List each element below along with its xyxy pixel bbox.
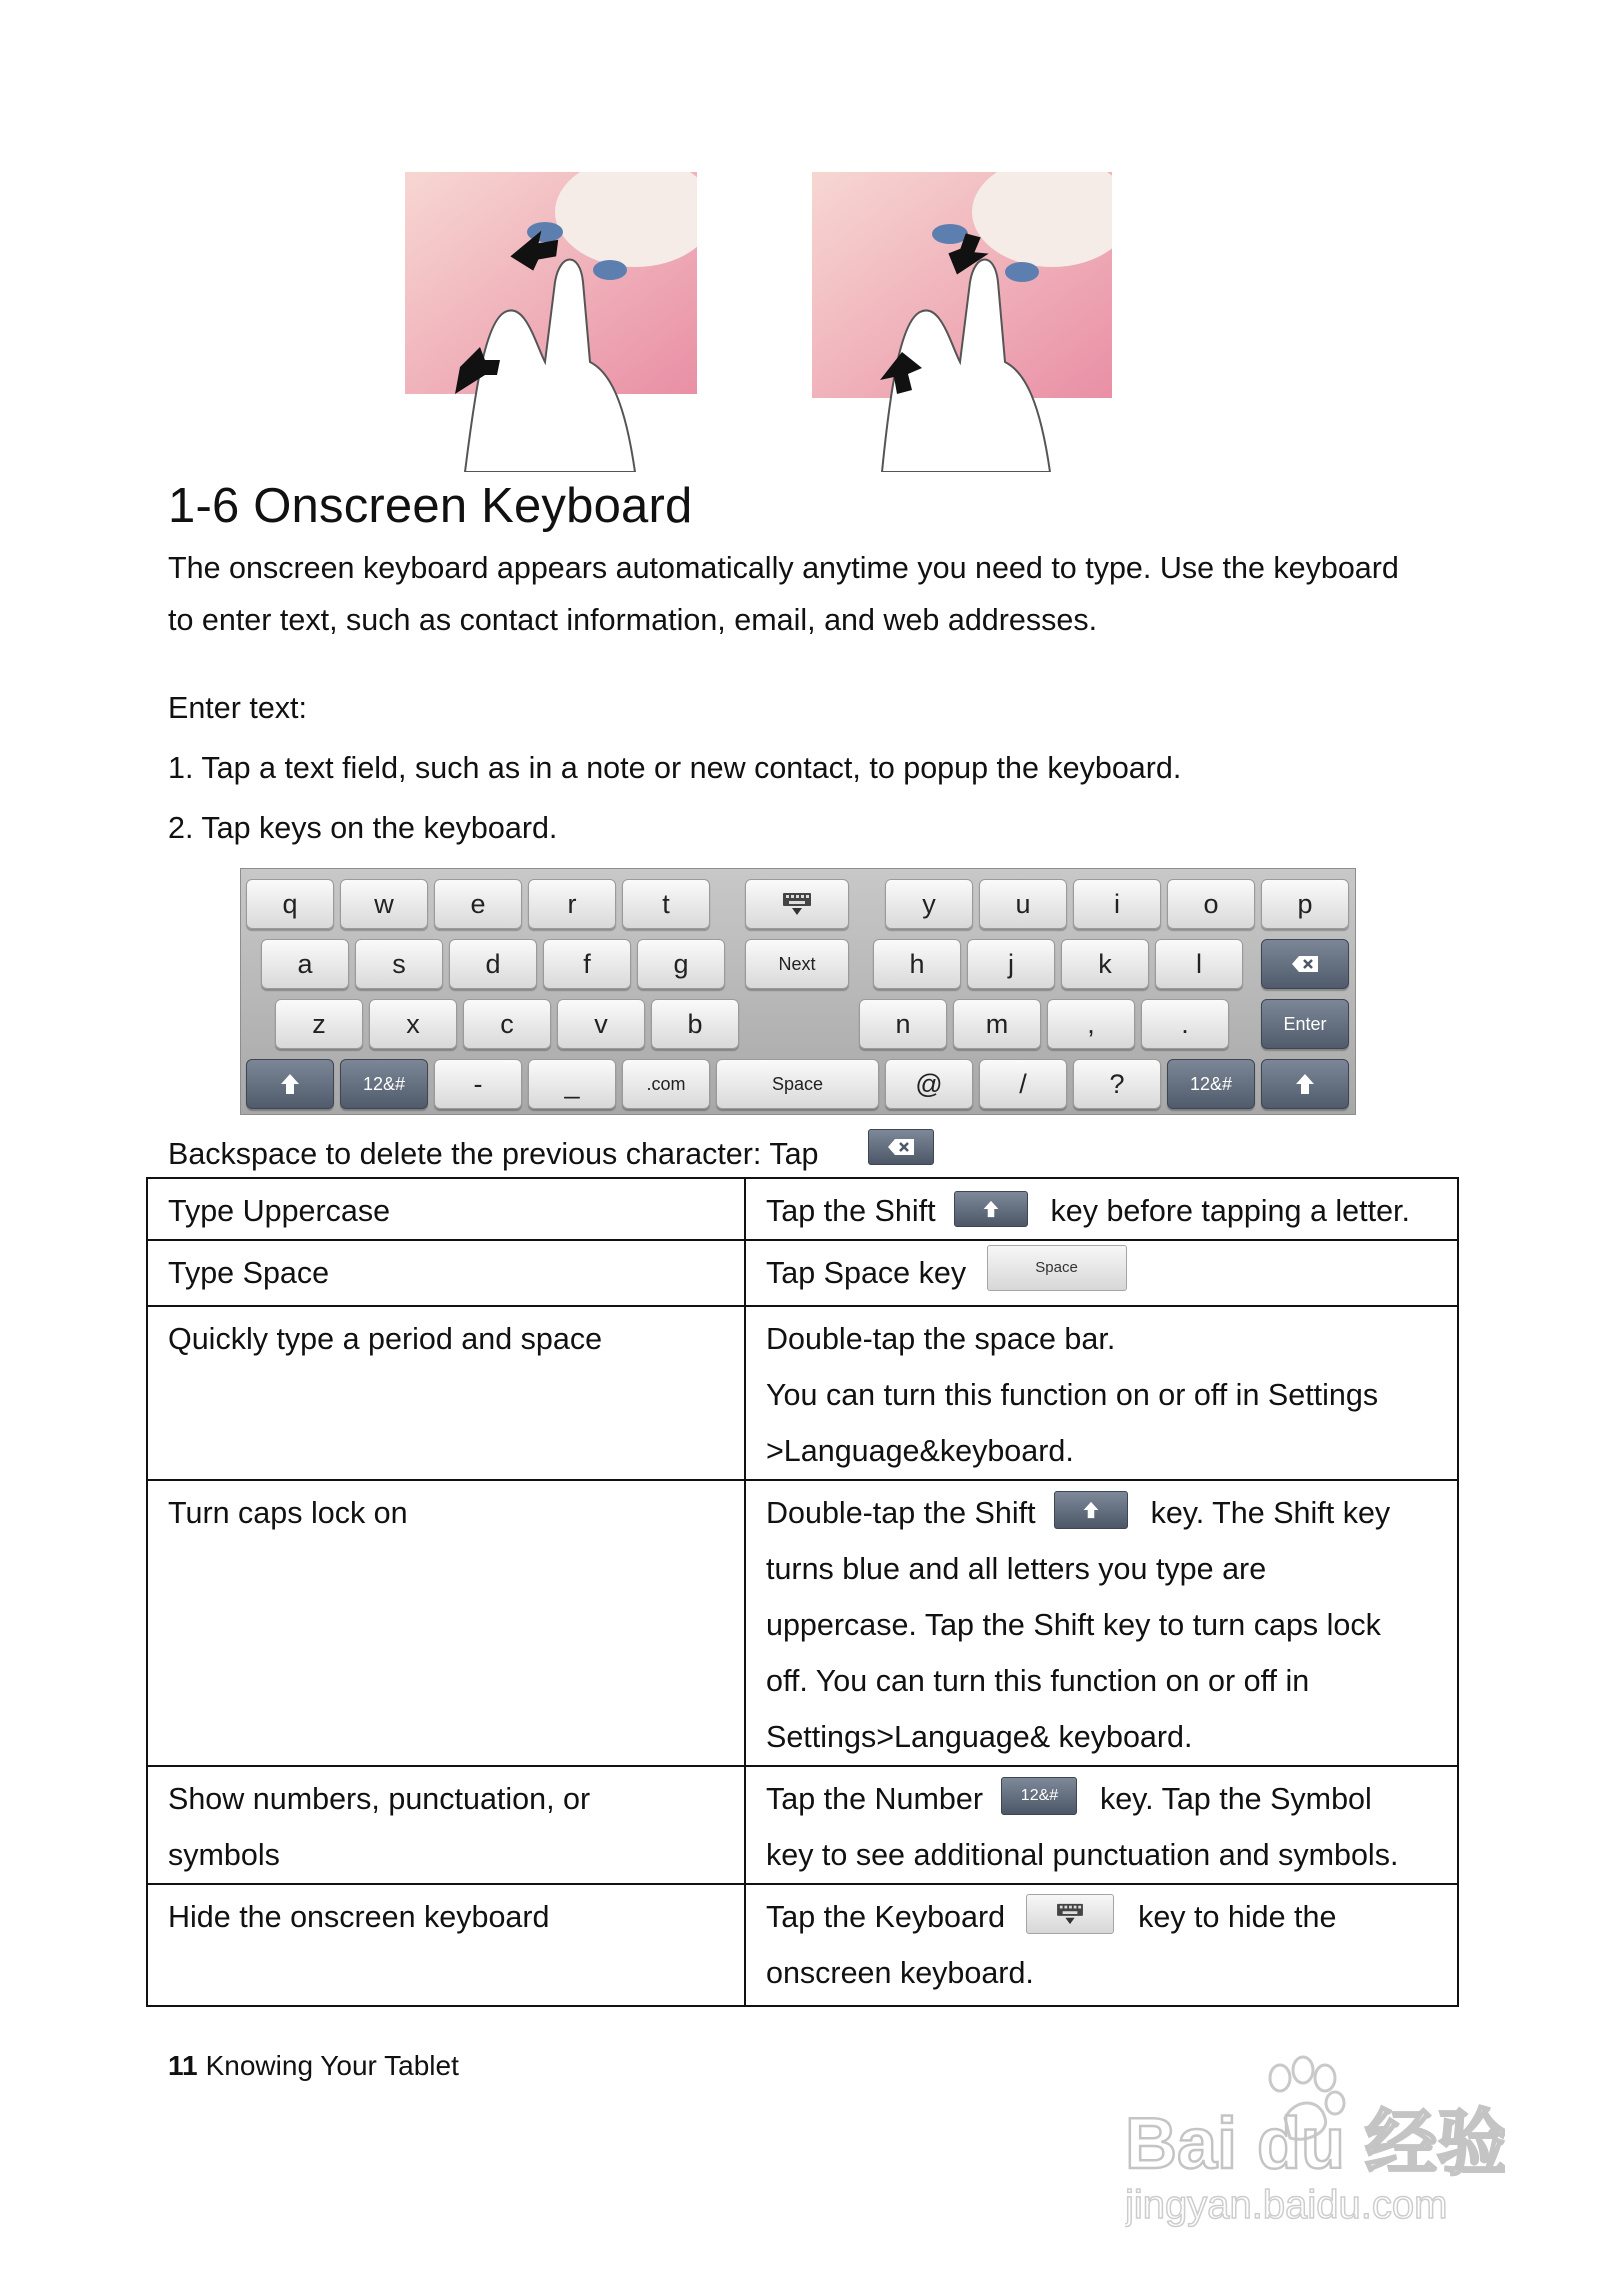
table-row: [147, 1766, 1458, 1884]
desc-text: Tap Space key: [766, 1256, 967, 1291]
desc-line: You can turn this function on or off in Settings: [766, 1378, 1379, 1412]
baidu-watermark: [1125, 2048, 1505, 2228]
intro-paragraph: The onscreen keyboard appears automatically anytime you need to type. Use the keyboard to enter text, such as contact information, email, and web addresses.: [168, 551, 1399, 637]
table-row: [147, 1884, 1458, 2006]
key-l: l: [1155, 939, 1243, 989]
key-h: h: [873, 939, 961, 989]
space-key-image: Space: [987, 1245, 1129, 1291]
key-f: f: [543, 939, 631, 989]
shift-arrow-icon: [1082, 1500, 1100, 1520]
pinch-in-photo: [812, 172, 1112, 472]
row-description: [745, 1480, 1458, 1766]
key-k: k: [1061, 939, 1149, 989]
desc-line: turns blue and all letters you type are: [766, 1552, 1267, 1586]
desc-line: uppercase. Tap the Shift key to turn caps lock: [766, 1608, 1381, 1642]
footer-section: Knowing Your Tablet: [205, 2050, 459, 2081]
keyboard-key-image: [1026, 1894, 1118, 1934]
row-action: Type Uppercase: [147, 1178, 745, 1240]
row-description: [745, 1306, 1458, 1480]
page-footer: [168, 2050, 459, 2082]
backspace-instruction: Backspace to delete the previous character: Tap: [168, 1137, 819, 1171]
key-t: t: [622, 879, 710, 929]
key-shift-right: [1261, 1059, 1349, 1109]
table-row: [147, 1178, 1458, 1240]
key-c: c: [463, 999, 551, 1049]
row-action: Type Space: [147, 1240, 745, 1306]
desc-line: Settings>Language& keyboard.: [766, 1720, 1193, 1754]
keyboard-reference-table: [146, 1177, 1459, 2007]
row-action: Turn caps lock on: [147, 1480, 745, 1766]
key-shift-left: [246, 1059, 334, 1109]
row-description: [745, 1240, 1458, 1306]
shift-arrow-icon: [279, 1072, 301, 1096]
backspace-icon: [1290, 954, 1320, 974]
key-m: m: [953, 999, 1041, 1049]
watermark-url: jingyan.baidu.com: [1125, 2183, 1448, 2227]
step-1: 1. Tap a text field, such as in a note or new contact, to popup the keyboard.: [168, 751, 1182, 785]
row-description: [745, 1178, 1458, 1240]
key-j: j: [967, 939, 1055, 989]
key-dotcom: .com: [622, 1059, 710, 1109]
key-d: d: [449, 939, 537, 989]
pinch-out-photo: [405, 172, 697, 472]
desc-text: Tap the Shift: [766, 1194, 936, 1228]
table-row: [147, 1306, 1458, 1480]
key-r: r: [528, 879, 616, 929]
key-next: Next: [745, 939, 849, 989]
key-number-left: 12&#: [340, 1059, 428, 1109]
desc-text: Tap the Number: [766, 1782, 983, 1816]
step-2: 2. Tap keys on the keyboard.: [168, 811, 558, 845]
key-enter: Enter: [1261, 999, 1349, 1049]
shift-key-image: [954, 1191, 1032, 1227]
key-hyphen: -: [434, 1059, 522, 1109]
desc-text: Double-tap the Shift: [766, 1496, 1036, 1530]
key-i: i: [1073, 879, 1161, 929]
watermark-brand: Bai du 经验: [1125, 2104, 1505, 2184]
desc-line: key to see additional punctuation and symbols.: [766, 1838, 1399, 1872]
desc-line: Double-tap the space bar.: [766, 1322, 1116, 1356]
page-number: 11: [168, 2050, 198, 2081]
row-action: Hide the onscreen keyboard: [147, 1884, 745, 2006]
desc-text: key to hide the: [1138, 1900, 1337, 1934]
key-at: @: [885, 1059, 973, 1109]
action-line: symbols: [168, 1838, 280, 1872]
backspace-icon: [886, 1137, 916, 1157]
table-row: [147, 1240, 1458, 1306]
key-slash: /: [979, 1059, 1067, 1109]
key-p: p: [1261, 879, 1349, 929]
section-heading: 1-6 Onscreen Keyboard: [168, 479, 693, 533]
shift-arrow-icon: [1294, 1072, 1316, 1096]
backspace-key-image: [868, 1129, 934, 1165]
key-u: u: [979, 879, 1067, 929]
number-key-image: 12&#: [1001, 1777, 1081, 1815]
desc-line: >Language&keyboard.: [766, 1434, 1074, 1468]
key-period: .: [1141, 999, 1229, 1049]
row-description: [745, 1884, 1458, 2006]
keyboard-hide-icon: [781, 891, 813, 917]
key-y: y: [885, 879, 973, 929]
key-z: z: [275, 999, 363, 1049]
key-q: q: [246, 879, 334, 929]
table-row: [147, 1480, 1458, 1766]
key-g: g: [637, 939, 725, 989]
desc-text: key. The Shift key: [1150, 1496, 1391, 1530]
key-question: ?: [1073, 1059, 1161, 1109]
key-e: e: [434, 879, 522, 929]
desc-text: key before tapping a letter.: [1050, 1194, 1410, 1228]
key-number-right: 12&#: [1167, 1059, 1255, 1109]
desc-line: onscreen keyboard.: [766, 1956, 1034, 1990]
key-a: a: [261, 939, 349, 989]
row-action: [147, 1766, 745, 1884]
onscreen-keyboard-image: [240, 868, 1356, 1115]
baidu-paw-icon: [1125, 2048, 1505, 2228]
key-s: s: [355, 939, 443, 989]
key-x: x: [369, 999, 457, 1049]
row-description: [745, 1766, 1458, 1884]
key-n: n: [859, 999, 947, 1049]
key-o: o: [1167, 879, 1255, 929]
keyboard-hide-icon: [1055, 1902, 1085, 1926]
key-comma: ,: [1047, 999, 1135, 1049]
key-v: v: [557, 999, 645, 1049]
key-space: Space: [716, 1059, 879, 1109]
key-backspace: [1261, 939, 1349, 989]
key-underscore: _: [528, 1059, 616, 1109]
row-action: Quickly type a period and space: [147, 1306, 745, 1480]
shift-arrow-icon: [982, 1199, 1000, 1219]
key-w: w: [340, 879, 428, 929]
desc-text: Tap the Keyboard: [766, 1900, 1006, 1934]
keyboard-hide-key: [745, 879, 849, 929]
key-b: b: [651, 999, 739, 1049]
enter-text-label: Enter text:: [168, 691, 308, 725]
action-line: Show numbers, punctuation, or: [168, 1782, 591, 1816]
desc-line: off. You can turn this function on or off in: [766, 1664, 1310, 1698]
desc-text: key. Tap the Symbol: [1099, 1782, 1372, 1816]
shift-key-image: [1054, 1491, 1132, 1529]
